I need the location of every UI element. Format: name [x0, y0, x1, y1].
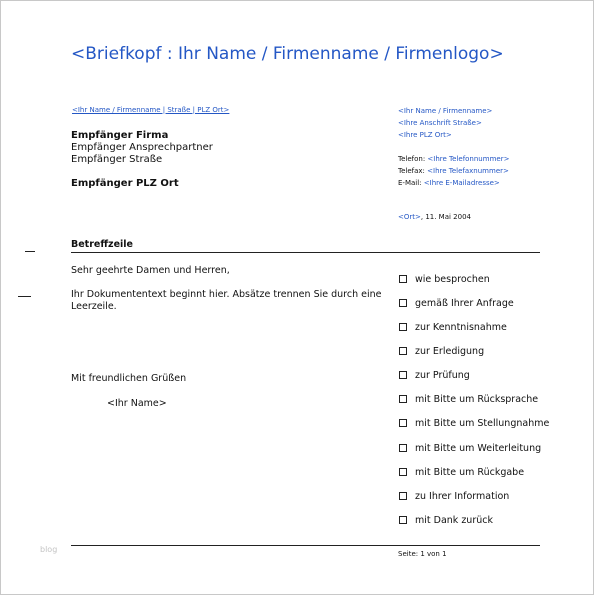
page-number: Seite: 1 von 1 — [398, 550, 447, 558]
email-row — [398, 177, 509, 189]
checkbox[interactable] — [399, 347, 407, 355]
checklist-item[interactable] — [399, 514, 493, 526]
checklist-label: mit Bitte um Weiterleitung — [415, 442, 542, 454]
recipient-company: Empfänger Firma — [71, 130, 169, 141]
checkbox[interactable] — [399, 492, 407, 500]
phone-value: <Ihre Telefonnummer> — [427, 155, 510, 163]
recipient-address — [71, 130, 213, 190]
checklist-label: mit Bitte um Rücksprache — [415, 393, 539, 405]
checkbox[interactable] — [399, 419, 407, 427]
checklist-item[interactable] — [399, 393, 538, 405]
sender-street: <Ihre Anschrift Straße> — [398, 119, 482, 127]
subject-divider — [71, 252, 540, 253]
checklist-item[interactable] — [399, 345, 484, 357]
fax-row — [398, 165, 509, 177]
checkbox[interactable] — [399, 395, 407, 403]
recipient-postcode-city: Empfänger PLZ Ort — [71, 178, 179, 189]
footer-divider — [71, 545, 540, 546]
body-text-line1: Ihr Dokumententext beginnt hier. Absätze trennen Sie durch eine — [71, 289, 382, 300]
checklist-label: mit Dank zurück — [415, 514, 493, 526]
checklist-label: wie besprochen — [415, 273, 490, 285]
sender-block — [398, 105, 492, 141]
recipient-contact-person: Empfänger Ansprechpartner — [71, 142, 213, 153]
phone-row — [398, 153, 509, 165]
checklist-item[interactable] — [399, 321, 507, 333]
checkbox[interactable] — [399, 444, 407, 452]
phone-label: Telefon: — [398, 155, 426, 163]
checklist-item[interactable] — [399, 466, 524, 478]
fax-value: <Ihre Telefaxnummer> — [427, 167, 509, 175]
body-text-line2: Leerzeile. — [71, 301, 117, 312]
checklist-item[interactable] — [399, 273, 490, 285]
salutation: Sehr geehrte Damen und Herren, — [71, 265, 230, 276]
checklist-label: zur Kenntnisnahme — [415, 321, 507, 333]
checklist-label: mit Bitte um Stellungnahme — [415, 417, 550, 429]
punch-mark — [18, 296, 31, 297]
sender-contact — [398, 153, 509, 189]
checkbox[interactable] — [399, 299, 407, 307]
recipient-street: Empfänger Straße — [71, 154, 163, 165]
sender-name: <Ihr Name / Firmenname> — [398, 107, 493, 115]
sender-postcode-city: <Ihre PLZ Ort> — [398, 131, 452, 139]
checklist-item[interactable] — [399, 417, 549, 429]
fax-label: Telefax: — [398, 167, 425, 175]
date-value: , 11. Mai 2004 — [420, 213, 471, 221]
checkbox[interactable] — [399, 371, 407, 379]
fold-mark — [25, 251, 35, 252]
checklist-item[interactable] — [399, 490, 509, 502]
checkbox[interactable] — [399, 468, 407, 476]
email-label: E-Mail: — [398, 179, 422, 187]
checklist-item[interactable] — [399, 442, 541, 454]
closing: Mit freundlichen Grüßen — [71, 373, 187, 384]
checklist-label: zu Ihrer Information — [415, 490, 510, 502]
email-value: <Ihre E-Mailadresse> — [423, 179, 500, 187]
date-place: <Ort> — [398, 213, 421, 221]
checklist-label: gemäß Ihrer Anfrage — [415, 297, 514, 309]
checklist-item[interactable] — [399, 297, 514, 309]
watermark: blog — [40, 545, 58, 554]
date-line — [398, 213, 471, 221]
checklist-label: zur Prüfung — [415, 369, 470, 381]
sender-return-line: <Ihr Name / Firmenname | Straße | PLZ Ort> — [72, 106, 230, 114]
signature-name: <Ihr Name> — [107, 398, 167, 409]
checkbox[interactable] — [399, 275, 407, 283]
checklist-item[interactable] — [399, 369, 470, 381]
checkbox[interactable] — [399, 516, 407, 524]
checklist-label: zur Erledigung — [415, 345, 485, 357]
letterhead-title: <Briefkopf : Ihr Name / Firmenname / Firmenlogo> — [71, 44, 504, 64]
subject-line: Betreffzeile — [71, 239, 133, 250]
checklist-label: mit Bitte um Rückgabe — [415, 466, 525, 478]
checkbox[interactable] — [399, 323, 407, 331]
